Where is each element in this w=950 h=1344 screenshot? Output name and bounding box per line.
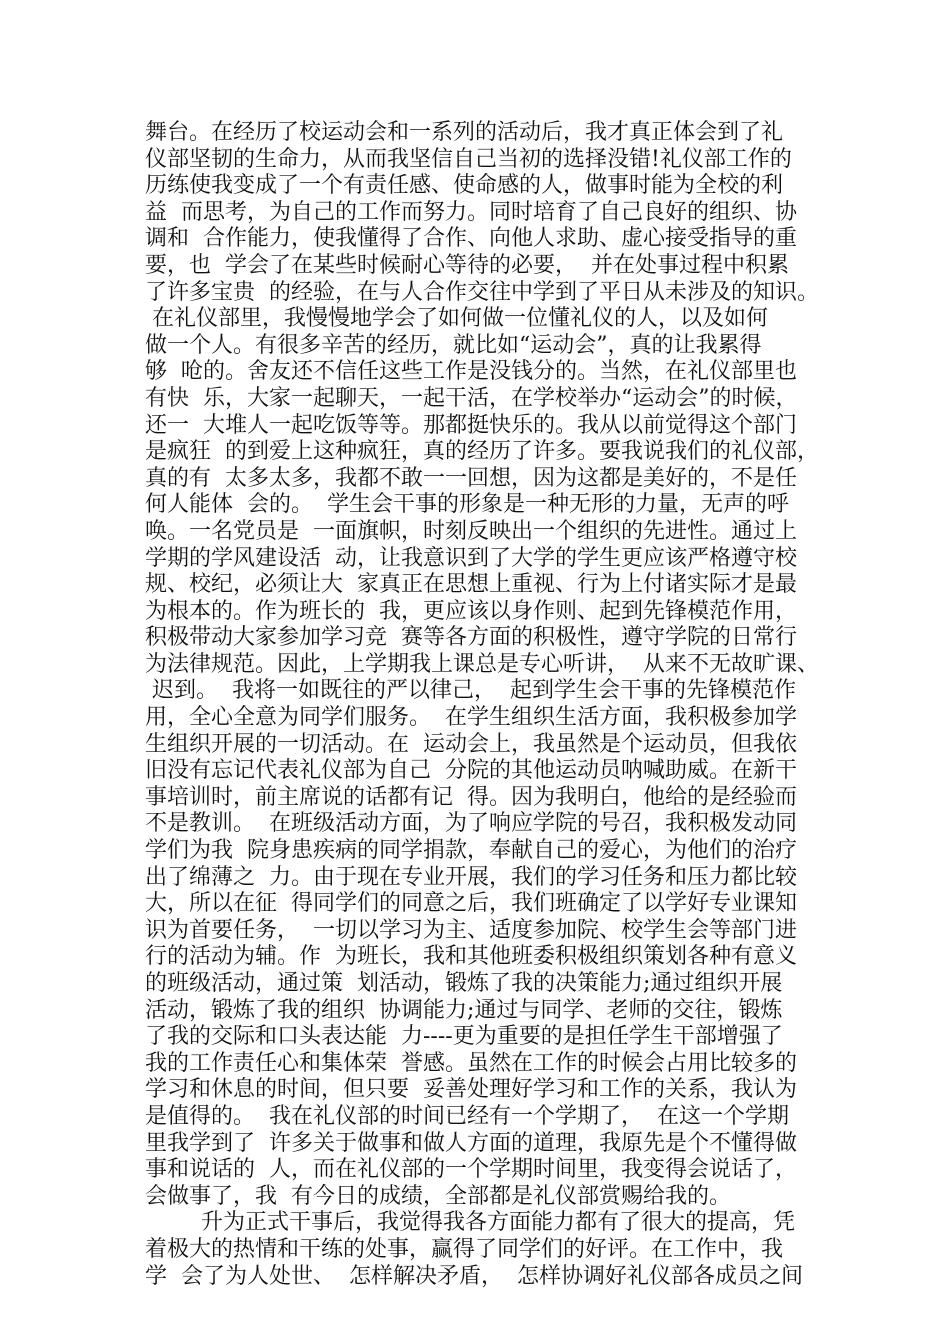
- text-line: 不是教训。 在班级活动方面，为了响应学院的号召，我积极发动同: [145, 811, 797, 837]
- text-line: 学习和休息的时间，但只要 妥善处理好学习和工作的关系，我认为: [145, 1077, 797, 1103]
- text-line: 仪部坚韧的生命力，从而我坚信自己当初的选择没错!礼仪部工作的: [145, 146, 792, 172]
- text-line: 有快 乐，大家一起聊天，一起干活，在学校举办“运动会”的时候，: [145, 385, 798, 411]
- text-line: 大，所以在征 得同学们的同意之后，我们班确定了以学好专业课知: [145, 891, 797, 917]
- text-line: 真的有 太多太多，我都不敢一一回想，因为这都是美好的，不是任: [145, 465, 797, 491]
- text-line: 做一个人。有很多辛苦的经历，就比如“运动会”，真的让我累得: [145, 332, 762, 358]
- text-line: 历练使我变成了一个有责任感、使命感的人，做事时能为全校的利: [145, 173, 784, 199]
- text-line: 识为首要任务， 一切以学习为主、适度参加院、校学生会等部门进: [145, 917, 797, 943]
- text-line: 事和说话的 人，而在礼仪部的一个学期时间里，我变得会说话了，: [145, 1157, 797, 1183]
- text-line: 旧没有忘记代表礼仪部为自己 分院的其他运动员呐喊助威。在新干: [145, 758, 797, 784]
- text-line: 会做事了，我 有今日的成绩，全部都是礼仪部赏赐给我的。: [145, 1183, 731, 1209]
- text-line: 学期的学风建设活 动，让我意识到了大学的学生更应该严格遵守校: [145, 545, 797, 571]
- text-line: 是疯狂 的到爱上这种疯狂，真的经历了许多。要我说我们的礼仪部，: [145, 439, 819, 465]
- text-line: 事培训时，前主席说的话都有记 得。因为我明白，他给的是经验而: [145, 784, 797, 810]
- text-line: 为法律规范。因此，上学期我上课总是专心听讲， 从来不无故旷课、: [145, 651, 819, 677]
- text-line: 唤。一名党员是 一面旗帜，时刻反映出一个组织的先进性。通过上: [145, 518, 797, 544]
- text-line: 迟到。 我将一如既往的严以律己， 起到学生会干事的先锋模范作: [145, 678, 796, 704]
- text-line: 学 会了为人处世、 怎样解决矛盾， 怎样协调好礼仪部各成员之间: [145, 1263, 803, 1289]
- text-line: 升为正式干事后，我觉得我各方面能力都有了很大的提高，凭: [145, 1210, 795, 1236]
- text-line: 着极大的热情和干练的处事，赢得了同学们的好评。在工作中，我: [145, 1236, 784, 1262]
- text-line: 够 呛的。舍友还不信任这些工作是没钱分的。当然，在礼仪部里也: [145, 359, 797, 385]
- text-line: 舞台。在经历了校运动会和一系列的活动后，我才真正体会到了礼: [145, 120, 784, 145]
- text-line: 生组织开展的一切活动。在 运动会上，我虽然是个运动员，但我依: [145, 731, 797, 757]
- text-line: 规、校纪，必须让大 家真正在思想上重视、行为上付诸实际才是最: [145, 572, 797, 598]
- text-line: 为根本的。作为班长的 我，更应该以身作则、起到先锋模范作用，: [145, 598, 797, 624]
- document-body-text: [145, 120, 835, 1290]
- text-line: 在礼仪部里，我慢慢地学会了如何做一位懂礼仪的人，以及如何: [145, 306, 768, 332]
- text-line: 调和 合作能力，使我懂得了合作、向他人求助、虚心接受指导的重: [145, 226, 797, 252]
- text-line: 了许多宝贵 的经验，在与人合作交往中学到了平日从未涉及的知识。: [145, 279, 819, 305]
- text-line: 行的活动为辅。作 为班长，我和其他班委积极组织策划各种有意义: [145, 944, 797, 970]
- text-line: 出了绵薄之 力。由于现在专业开展，我们的学习任务和压力都比较: [145, 864, 797, 890]
- text-line: 积极带动大家参加学习竞 赛等各方面的积极性，遵守学院的日常行: [145, 625, 797, 651]
- text-line: 我的工作责任心和集体荣 誉感。虽然在工作的时候会占用比较多的: [145, 1050, 797, 1076]
- text-line: 用，全心全意为同学们服务。 在学生组织生活方面，我积极参加学: [145, 705, 797, 731]
- text-line: 还一 大堆人一起吃饭等等。那都挺快乐的。我从以前觉得这个部门: [145, 412, 797, 438]
- text-line: 要，也 学会了在某些时候耐心等待的必要， 并在处事过程中积累: [145, 252, 789, 278]
- text-line: 了我的交际和口头表达能 力----更为重要的是担任学生干部增强了: [145, 1024, 783, 1050]
- text-line: 学们为我 院身患疾病的同学捐款，奉献自己的爱心，为他们的治疗: [145, 838, 797, 864]
- text-line: 益 而思考，为自己的工作而努力。同时培育了自己良好的组织、协: [145, 199, 797, 225]
- text-line: 的班级活动，通过策 划活动，锻炼了我的决策能力;通过组织开展: [145, 971, 783, 996]
- text-line: 是值得的。 我在礼仪部的时间已经有一个学期了， 在这一个学期: [145, 1103, 789, 1129]
- text-line: 里我学到了 许多关于做事和做人方面的道理，我原先是个不懂得做: [145, 1130, 797, 1156]
- text-line: 活动，锻炼了我的组织 协调能力;通过与同学、老师的交往，锻炼: [145, 997, 783, 1023]
- text-line: 何人能体 会的。 学生会干事的形象是一种无形的力量，无声的呼: [145, 492, 789, 518]
